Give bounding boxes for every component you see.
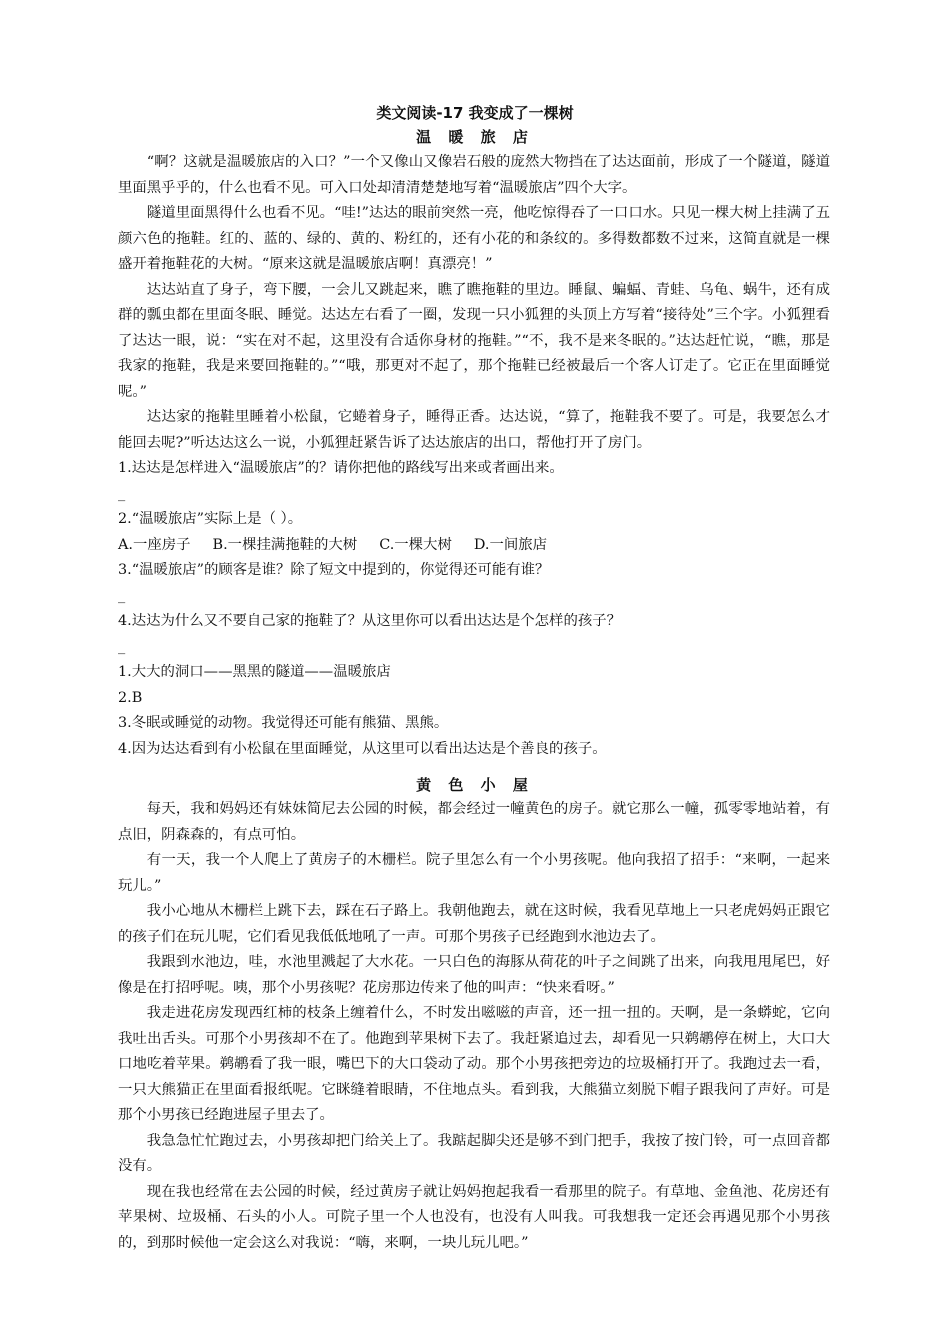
story-paragraph: 达达家的拖鞋里睡着小松鼠，它蜷着身子，睡得正香。达达说，“算了，拖鞋我不要了。可是，我要怎么才能回去呢?”听达达这么一说，小狐狸赶紧告诉了达达旅店的出口，帮他打开了房门。 (118, 409, 830, 451)
story-paragraph: 隧道里面黑得什么也看不见。“哇!”达达的眼前突然一亮，他吃惊得吞了一口口水。只见一棵大树上挂满了五颜六色的拖鞋。红的、蓝的、绿的、黄的、粉红的，还有小花的和条纹的。多得数都数不过来，这简直就是一棵盛开着拖鞋花的大树。“原来这就是温暖旅店啊！真漂亮！” (118, 205, 830, 272)
question-1: 1.达达是怎样进入“温暖旅店”的？请你把他的路线写出来或者画出来。 (118, 460, 564, 476)
story-paragraph: 我急急忙忙跑过去，小男孩却把门给关上了。我踮起脚尖还是够不到门把手，我按了按门铃，可一点回音都没有。 (118, 1132, 830, 1174)
question-4: 4.达达为什么又不要自己家的拖鞋了？从这里你可以看出达达是个怎样的孩子？ (118, 613, 622, 629)
answer-2: 2.B (118, 689, 143, 706)
option-a: A.一座房子 (118, 536, 191, 553)
answer-4: 4.因为达达看到有小松鼠在里面睡觉，从这里可以看出达达是个善良的孩子。 (118, 740, 607, 757)
answer-blank: _ (118, 587, 126, 604)
story-paragraph: 我小心地从木栅栏上跳下去，踩在石子路上。我朝他跑去，就在这时候，我看见草地上一只老虎妈妈正跟它的孩子们在玩儿呢，它们看见我低低地吼了一声。可那个男孩子已经跑到水池边去了。 (118, 903, 830, 945)
option-c: C.一棵大树 (379, 536, 452, 553)
story-paragraph: 达达站直了身子，弯下腰，一会儿又跳起来，瞧了瞧拖鞋的里边。睡鼠、蝙蝠、青蛙、乌龟、蜗牛，还有成群的瓢虫都在里面冬眠、睡觉。达达左右看了一圈，发现一只小狐狸的头顶上方写着“接待处”三个字。小狐狸看了达达一眼，说：“实在对不起，这里没有合适你身材的拖鞋。”“不，我不是来冬眠的。”达达赶忙说，“瞧，那是我家的拖鞋，我是来要回拖鞋的。”“哦，那更对不起了，那个拖鞋已经被最后一个客人订走了。它正在里面睡觉呢。” (118, 281, 830, 400)
question-2: 2.“温暖旅店”实际上是（ ）。 (118, 511, 303, 527)
section-yellow-house (118, 797, 830, 1256)
option-d: D.一间旅店 (473, 536, 548, 553)
question-3: 3.“温暖旅店”的顾客是谁？除了短文中提到的，你觉得还可能有谁？ (118, 562, 550, 578)
answer-blank: _ (118, 638, 126, 655)
story-paragraph: 有一天，我一个人爬上了黄房子的木栅栏。院子里怎么有一个小男孩呢。他向我招了招手：“来啊，一起来玩儿。” (118, 852, 830, 894)
story-paragraph: “啊？这就是温暖旅店的入口？”一个又像山又像岩石般的庞然大物挡在了达达面前，形成了一个隧道，隧道里面黑乎乎的，什么也看不见。可入口处却清清楚楚地写着“温暖旅店”四个大字。 (118, 154, 830, 196)
answer-3: 3.冬眠或睡觉的动物。我觉得还可能有熊猫、黑熊。 (118, 715, 449, 731)
section-title-warm-inn: 温 暖 旅 店 (416, 128, 534, 146)
answer-blank: _ (118, 485, 126, 502)
document-title: 类文阅读-17 我变成了一棵树 (376, 104, 574, 122)
answer-1: 1.大大的洞口——黑黑的隧道——温暖旅店 (118, 664, 391, 680)
story-paragraph: 现在我也经常在去公园的时候，经过黄房子就让妈妈抱起我看一看那里的院子。有草地、金鱼池、花房还有苹果树、垃圾桶、石头的小人。可院子里一个人也没有，也没有人叫我。可我想我一定还会再遇见那个小男孩的，到那时候他一定会这么对我说：“嗨，来啊，一块儿玩儿吧。” (118, 1183, 830, 1251)
section-warm-inn (118, 150, 830, 762)
story-paragraph: 我走进花房发现西红柿的枝条上缠着什么，不时发出嗞嗞的声音，还一扭一扭的。天啊，是一条蟒蛇，它向我吐出舌头。可那个小男孩却不在了。他跑到苹果树下去了。我赶紧追过去，却看见一只鹈鹕停在树上，大口大口地吃着苹果。鹈鹕看了我一眼，嘴巴下的大口袋动了动。那个小男孩把旁边的垃圾桶打开了。我跑过去一看，一只大熊猫正在里面看报纸呢。它眯缝着眼睛，不住地点头。看到我，大熊猫立刻脱下帽子跟我问了声好。可是那个小男孩已经跑进屋子里去了。 (118, 1005, 830, 1123)
question-2-options (118, 533, 830, 559)
story-paragraph: 每天，我和妈妈还有妹妹简尼去公园的时候，都会经过一幢黄色的房子。就它那么一幢，孤零零地站着，有点旧，阴森森的，有点可怕。 (118, 801, 830, 843)
section-title-yellow-house: 黄 色 小 屋 (416, 776, 534, 794)
story-paragraph: 我跟到水池边，哇，水池里溅起了大水花。一只白色的海豚从荷花的叶子之间跳了出来，向我甩甩尾巴，好像是在打招呼呢。咦，那个小男孩呢？花房那边传来了他的叫声：“快来看呀。” (118, 954, 830, 996)
option-b: B.一棵挂满拖鞋的大树 (212, 536, 358, 553)
